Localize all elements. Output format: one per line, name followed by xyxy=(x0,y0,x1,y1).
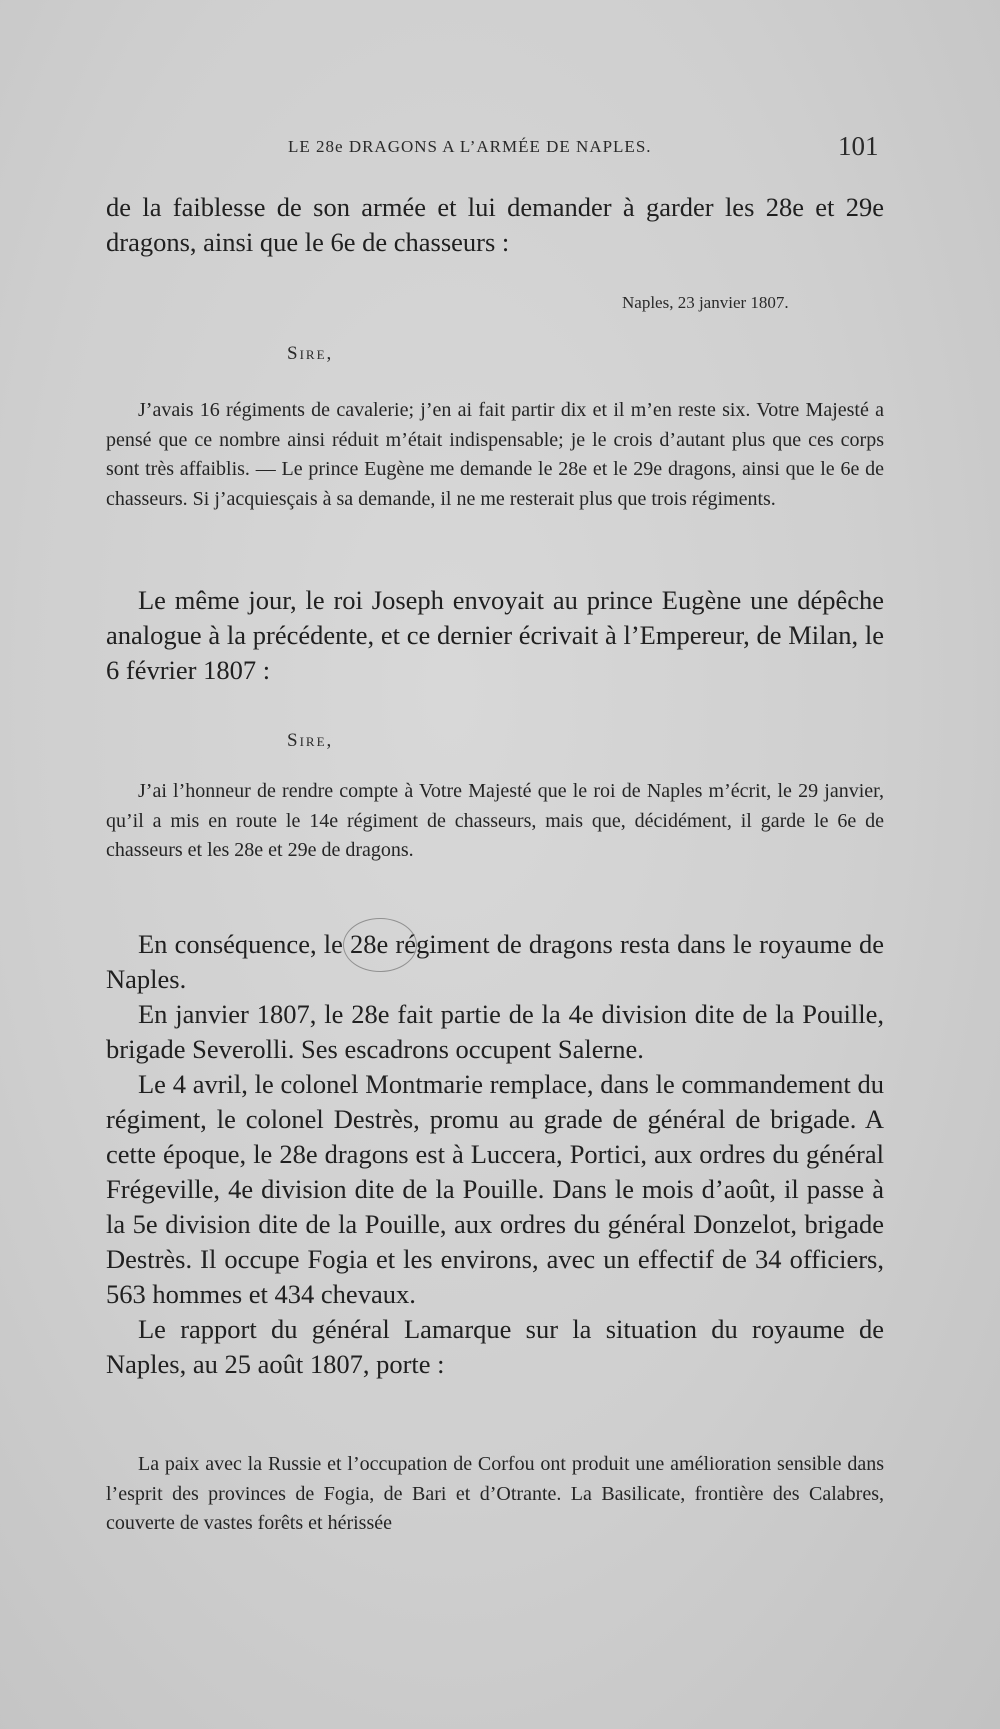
narrative-block xyxy=(106,927,884,1382)
letter2-body: J’ai l’honneur de rendre compte à Votre Majesté que le roi de Naples m’écrit, le 29 janvier, qu’il a mis en route le 14e régiment de chasseurs, mais que, décidément, il garde le 6e de chasseurs et les 28e et 29e de dragons. xyxy=(106,780,884,861)
letter2-block xyxy=(106,777,884,866)
narrative3-paragraph: En janvier 1807, le 28e fait partie de la 4e division dite de la Pouille, brigade Severolli. Ses escadrons occupent Salerne. xyxy=(106,999,884,1064)
narrative2-paragraph: En conséquence, le 28e régiment de dragons resta dans le royaume de Naples. xyxy=(106,929,884,994)
narrative1-paragraph: Le même jour, le roi Joseph envoyait au prince Eugène une dépêche analogue à la précédente, et ce dernier écrivait à l’Empereur, de Milan, le 6 février 1807 : xyxy=(106,585,884,685)
narrative1-block xyxy=(106,583,884,688)
letter2-salutation: Sire, xyxy=(287,730,334,751)
report-excerpt-block xyxy=(106,1450,884,1539)
narrative4-paragraph: Le 4 avril, le colonel Montmarie remplace, dans le commandement du régiment, le colonel Destrès, promu au grade de général de brigade. A cette époque, le 28e dragons est à Luccera, Portici, aux ordres du général Frégeville, 4e division dite de la Pouille. Dans le mois d’août, il passe à la 5e division dite de la Pouille, aux ordres du général Donzelot, brigade Destrès. Il occupe Fogia et les environs, avec un effectif de 34 officiers, 563 hommes et 434 chevaux. xyxy=(106,1069,884,1309)
letter1-salutation: Sire, xyxy=(287,343,334,364)
page-header xyxy=(0,131,1000,165)
report-excerpt: La paix avec la Russie et l’occupation de Corfou ont produit une amélioration sensible dans l’esprit des provinces de Fogia, de Bari et d’Otrante. La Basilicate, frontière des Calabres, couverte de vastes forêts et hérissée xyxy=(106,1453,884,1534)
narrative5-paragraph: Le rapport du général Lamarque sur la situation du royaume de Naples, au 25 août 1807, porte : xyxy=(106,1314,884,1379)
intro-paragraph: de la faiblesse de son armée et lui demander à garder les 28e et 29e dragons, ainsi que le 6e de chasseurs : xyxy=(106,192,884,257)
letter1-body: J’avais 16 régiments de cavalerie; j’en ai fait partir dix et il m’en reste six. Votre Majesté a pensé que ce nombre ainsi réduit m’était indispensable; je le crois d’autant plus que ces corps sont très affaiblis. — Le prince Eugène me demande le 28e et le 29e dragons, ainsi que le 6e de chasseurs. Si j’acquiesçais à sa demande, il ne me resterait plus que trois régiments. xyxy=(106,399,884,510)
page-number: 101 xyxy=(838,131,879,161)
letter1-block xyxy=(106,396,884,514)
intro-paragraph-block xyxy=(106,190,884,260)
letter1-dateline: Naples, 23 janvier 1807. xyxy=(622,293,789,312)
running-title: LE 28e DRAGONS A L’ARMÉE DE NAPLES. xyxy=(288,137,652,156)
